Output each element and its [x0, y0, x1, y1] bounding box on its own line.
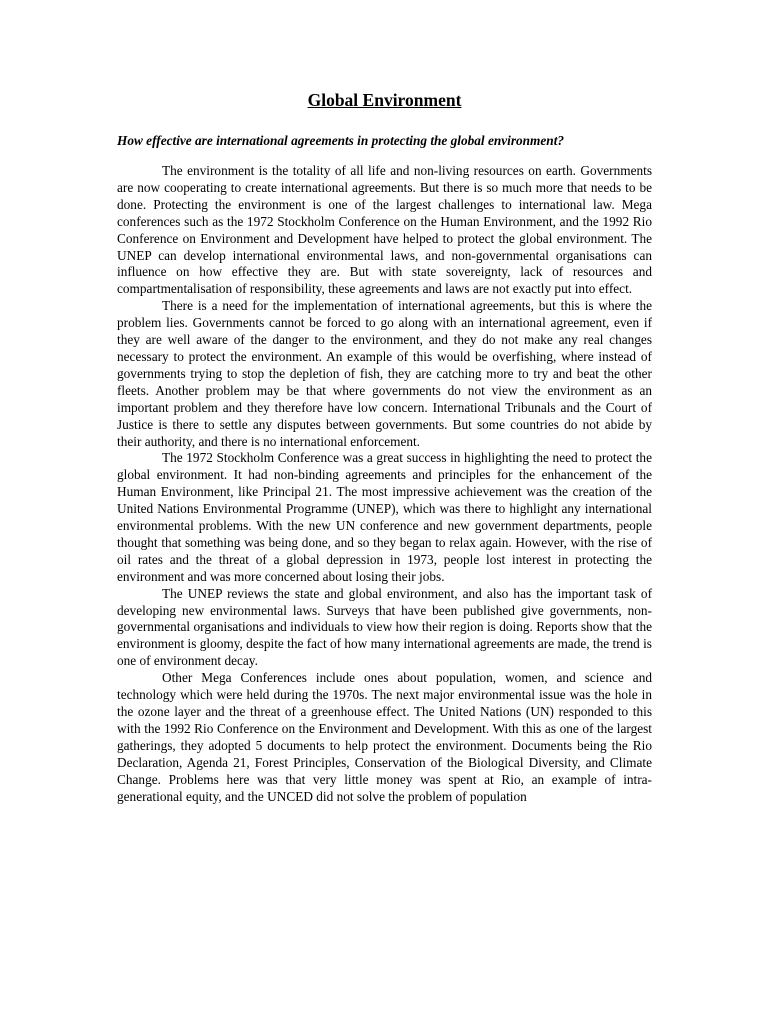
paragraph-5: Other Mega Conferences include ones about population, women, and science and technology which were held during the 1970s. The next major environmental issue was the hole in the ozone layer and the threat of a greenhouse effect. The United Nations (UN) responded to this with the 1992 Rio Conference on the Environment and Development. With this as one of the largest gatherings, they adopted 5 documents to help protect the environment. Documents being the Rio Declaration, Agenda 21, Forest Principles, Conservation of the Biological Diversity, and Climate Change. Problems here was that very little money was spent at Rio, an example of intra-generational equity, and the UNCED did not solve the problem of population: [117, 670, 652, 804]
paragraph-3: The 1972 Stockholm Conference was a great success in highlighting the need to protect the global environment. It had non-binding agreements and principles for the enhancement of the Human Environment, like Principal 21. The most impressive achievement was the creation of the United Nations Environmental Programme (UNEP), which was there to highlight any international environmental problems. With the new UN conference and new government departments, people thought that something was being done, and so they began to relax again. However, with the rise of oil rates and the threat of a global depression in 1973, people lost interest in protecting the environment and was more concerned about losing their jobs.: [117, 450, 652, 584]
paragraph-2: There is a need for the implementation of international agreements, but this is where the problem lies. Governments cannot be forced to go along with an international agreement, even if they are well aware of the danger to the environment, and they do not make any real changes necessary to protect the environment. An example of this would be overfishing, where instead of governments trying to stop the depletion of fish, they are catching more to try and beat the other fleets. Another problem may be that where governments do not view the environment as an important problem and they therefore have low concern. International Tribunals and the Court of Justice is there to settle any disputes between governments. But some countries do not abide by their authority, and there is no international enforcement.: [117, 298, 652, 449]
paragraph-4: The UNEP reviews the state and global environment, and also has the important task of developing new environmental laws. Surveys that have been published give governments, non-governmental organisations and individuals to view how their region is doing. Reports show that the environment is gloomy, despite the fact of how many international agreements are made, the trend is one of environment decay.: [117, 585, 652, 669]
document-title: Global Environment: [307, 90, 462, 110]
essay-question: How effective are international agreements in protecting the global environment?: [117, 133, 565, 148]
document-page: [117, 88, 652, 805]
paragraph-1: The environment is the totality of all life and non-living resources on earth. Governments are now cooperating to create international agreements. But there is so much more that needs to be done. Protecting the environment is one of the largest challenges to international law. Mega conferences such as the 1972 Stockholm Conference on the Human Environment, and the 1992 Rio Conference on Environment and Development have helped to protect the global environment. The UNEP can develop international environmental laws, and non-governmental organisations can influence on how effective they are. But with state sovereignty, lack of resources and compartmentalisation of responsibility, these agreements and laws are not exactly put into effect.: [117, 163, 652, 297]
